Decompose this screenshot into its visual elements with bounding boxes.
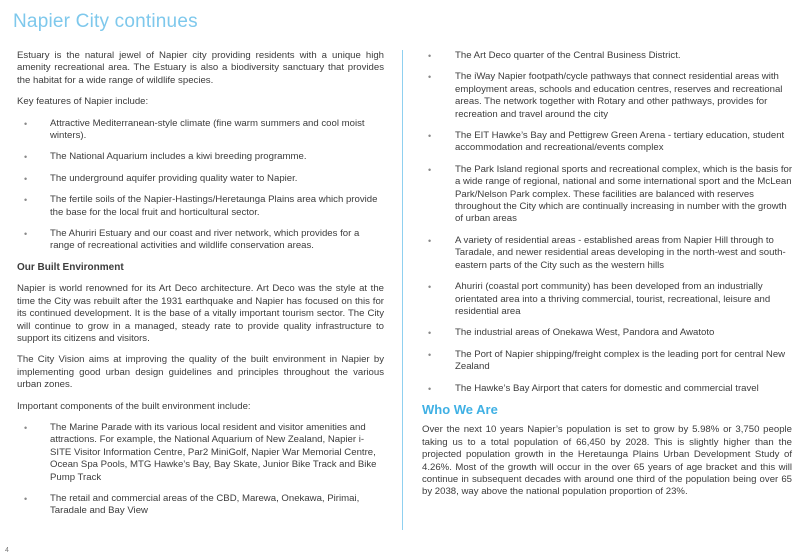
bullet-icon: • [24,118,28,129]
list-item: • The Art Deco quarter of the Central Business District. [428,50,681,61]
bullet-icon: • [428,383,432,394]
list-item: • The EIT Hawke’s Bay and Pettigrew Green Arena - tertiary education, student accommodation and recreational/events complex [428,130,785,154]
components-heading: Important components of the built environment include: [17,400,251,412]
list-item: • The industrial areas of Onekawa West, Pandora and Awatoto [428,327,715,339]
bullet-icon: • [24,195,28,206]
page-title: Napier City continues [13,11,198,32]
column-divider [402,50,403,530]
list-item: • The Ahuriri Estuary and our coast and river network, which provides for a range of recreational activities and wildlife conservation areas. [24,228,360,252]
bullet-icon: • [428,282,432,293]
bullet-icon: • [428,349,432,360]
intro-paragraph: Estuary is the natural jewel of Napier city providing residents with a unique high amenity recreational area. The Estuary is also a biodiversity sanctuary that provides the habitat for a wide range of wildlife species. [17,50,384,86]
list-item: • The fertile soils of the Napier-Hastings/Heretaunga Plains area which provide the base for the local fruit and horticultural sector. [24,194,378,218]
bullet-icon: • [428,72,432,83]
page-number: 4 [5,547,9,554]
features-heading: Key features of Napier include: [17,96,149,108]
bullet-icon: • [428,164,432,175]
list-item: • The underground aquifer providing quality water to Napier. [24,172,298,184]
list-item: • The Marine Parade with its various local resident and visitor amenities and attractions. For example, the National Aquarium of New Zealand, Napier i-SITE Visitor Information Centre, Par2 MiniGolf, Napier War Memorial Centre, Ocean Spa Pools, MTG Hawke’s Bay, Bay Skate, Junior Bike Track and Bike Pump Track [24,421,377,483]
list-item: • The iWay Napier footpath/cycle pathways that connect residential areas with employment areas, schools and education centres, reserves and recreational areas. The network together with Rotary and other pathways, provides for recreation and travel around the city [428,71,783,120]
bullet-icon: • [428,328,432,339]
bullet-icon: • [24,422,28,433]
list-item: • The retail and commercial areas of the CBD, Marewa, Onekawa, Pirimai, Taradale and Bay View [24,492,360,517]
bullet-icon: • [24,229,28,240]
built-environment-heading: Our Built Environment [17,261,124,273]
list-item: • The Park Island regional sports and recreational complex, which is the basis for a wide range of regional, national and some international sport and the McLean Park/Nelson Park complex. These facilities are balanced with reserves throughout the City which are continually increasing in number with the growth of urban areas [428,163,793,225]
components-list [17,422,384,518]
bullet-icon: • [24,152,28,163]
list-item: • The Port of Napier shipping/freight complex is the leading port for central New Zealand [428,348,786,373]
built-paragraph-2: The City Vision aims at improving the quality of the built environment in Napier by implementing good urban design guidelines and principles throughout the various urban zones. [17,354,384,391]
bullet-icon: • [428,131,432,142]
list-item: • The National Aquarium includes a kiwi breeding programme. [24,151,307,163]
built-paragraph-1: Napier is world renowned for its Art Deco architecture. Art Deco was the style at the time the City was rebuilt after the 1931 earthquake and Napier has focused on this for its continued development. It is the base of a vitally important tourism sector. The City will continue to grow in a managed, steady rate to provide quality infrastructure to support its citizens and visitors. [17,283,384,344]
components-list-continued [422,50,792,395]
list-item: • The Hawke’s Bay Airport that caters for domestic and commercial travel [428,382,759,394]
who-we-are-heading: Who We Are [422,401,498,417]
who-we-are-paragraph: Over the next 10 years Napier’s population is set to grow by 5.98% or 3,750 people taking us to a total population of 66,450 by 2028. This is slightly higher than the projected population growth in the Heretaunga Plains Urban Development Study of 4.26%. Most of the growth will occur in the over 65 years of age bracket and this will continue in subsequent decades with around one third of the population being over 65 by 2038, way above the national population proportion of 23%. [422,424,792,498]
bullet-icon: • [24,173,28,184]
features-list [17,118,384,253]
list-item: • Attractive Mediterranean-style climate (fine warm summers and cool moist winters). [24,117,365,142]
list-item: • A variety of residential areas - established areas from Napier Hill through to Taradale, and newer residential areas developing in the north-west and south-eastern parts of the City such as the western hills [428,234,786,271]
bullet-icon: • [428,235,432,246]
list-item: • Ahuriri (coastal port community) has been developed from an industrially orientated area into a thriving commercial, tourist, recreational, leisure and residential area [428,281,771,317]
right-column [422,50,792,508]
bullet-icon: • [428,51,432,61]
left-column [17,50,384,527]
bullet-icon: • [24,493,28,504]
